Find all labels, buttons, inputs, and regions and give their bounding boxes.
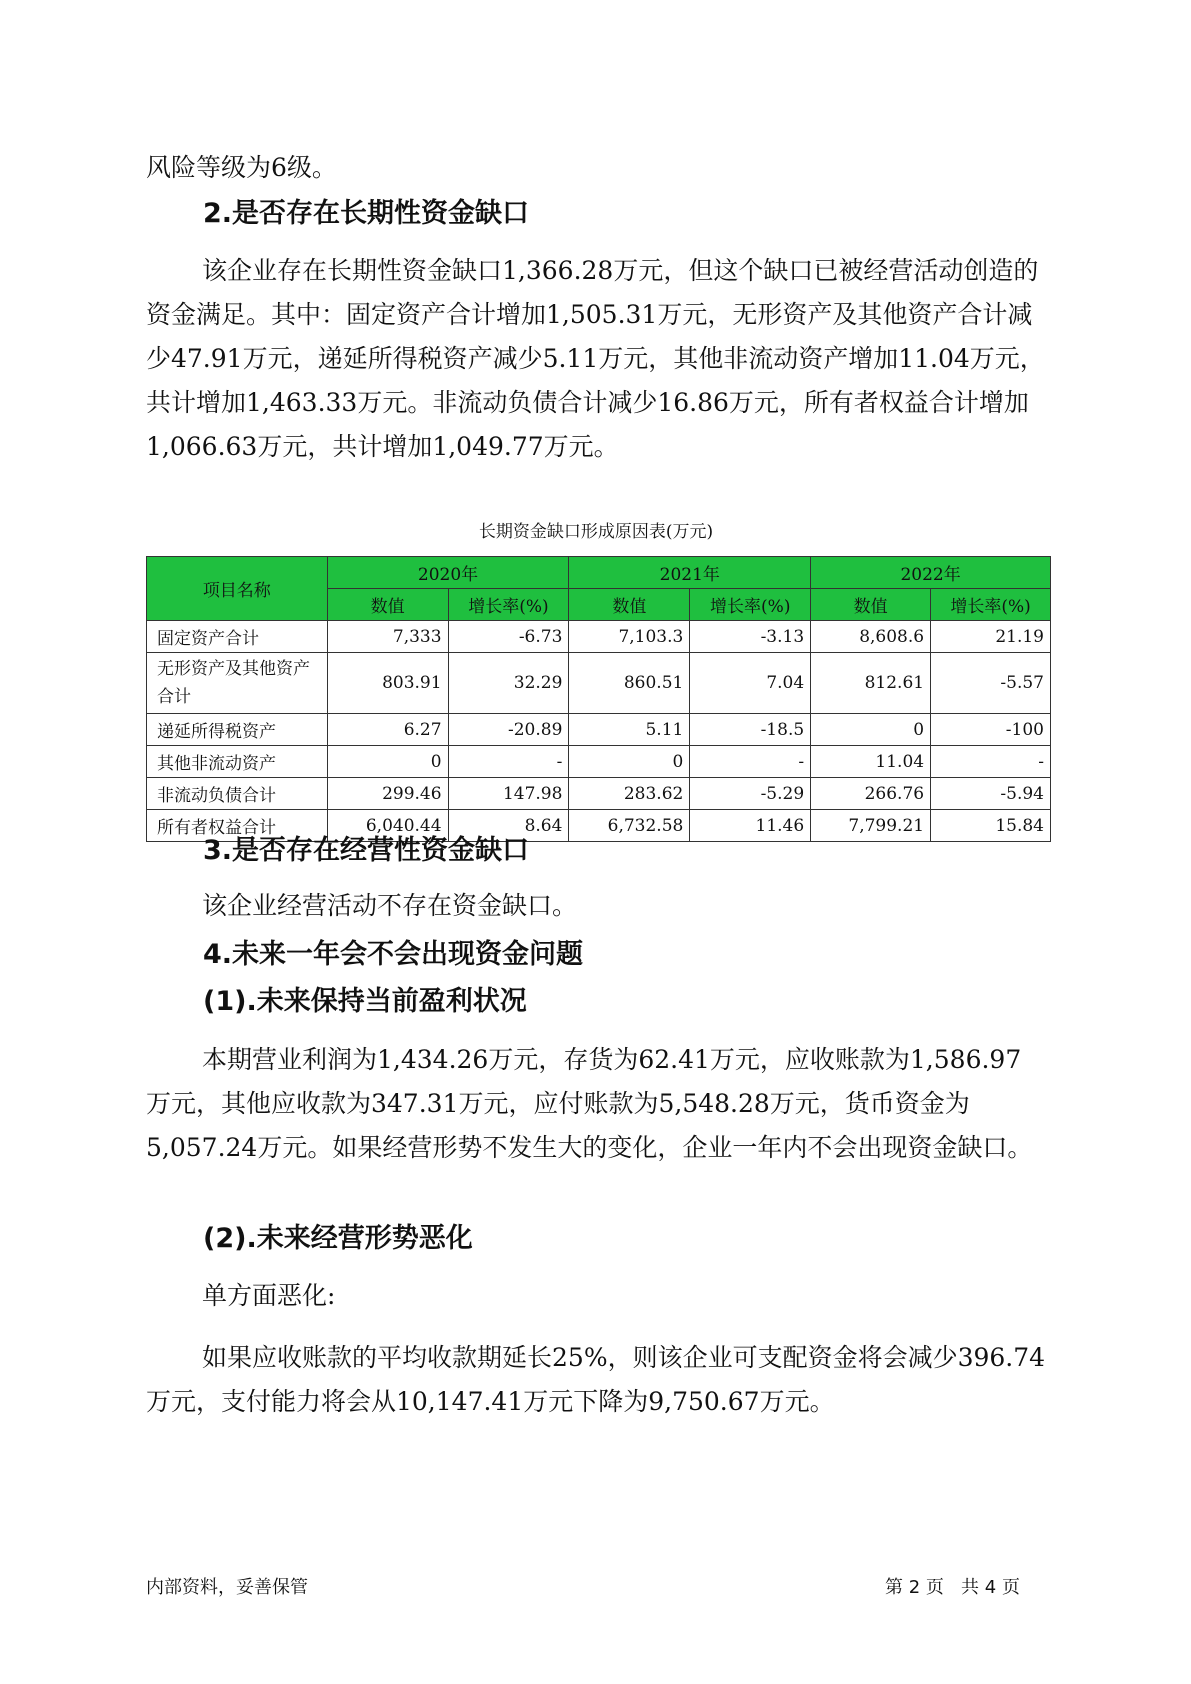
row-rate-cell: 7.04	[690, 653, 811, 714]
subsection-1-heading: (1).未来保持当前盈利状况	[203, 986, 527, 1017]
table-row	[147, 746, 1051, 778]
footer-page-number: 第 2 页 共 4 页	[885, 1577, 1020, 1598]
subsection-2-paragraph: 如果应收账款的平均收款期延长25%，则该企业可支配资金将会减少396.74万元，支付能力将会从10,147.41万元下降为9,750.67万元。	[146, 1343, 1046, 1416]
row-rate-cell: 32.29	[448, 653, 569, 714]
row-rate-cell: -18.5	[690, 714, 811, 746]
header-year-2020: 2020年	[327, 557, 569, 589]
row-value-cell: 8,608.6	[811, 621, 931, 653]
row-value-cell: 803.91	[327, 653, 448, 714]
row-rate-cell: 147.98	[448, 778, 569, 810]
row-value-cell: 7,103.3	[569, 621, 690, 653]
row-value-cell: 812.61	[811, 653, 931, 714]
row-rate-cell: 15.84	[931, 810, 1051, 842]
row-rate-cell: -5.57	[931, 653, 1051, 714]
row-rate-cell: -	[448, 746, 569, 778]
row-rate-cell: -3.13	[690, 621, 811, 653]
row-rate-cell: -6.73	[448, 621, 569, 653]
table-body	[147, 621, 1051, 842]
header-rate: 增长率(%)	[690, 589, 811, 621]
row-item-name: 递延所得税资产	[147, 714, 328, 746]
header-rate: 增长率(%)	[448, 589, 569, 621]
long-term-gap-table	[146, 556, 1051, 842]
table-row	[147, 621, 1051, 653]
header-value: 数值	[811, 589, 931, 621]
row-value-cell: 0	[569, 746, 690, 778]
row-item-name: 非流动负债合计	[147, 778, 328, 810]
subsection-2-heading: (2).未来经营形势恶化	[203, 1223, 473, 1254]
row-value-cell: 0	[327, 746, 448, 778]
row-rate-cell: 21.19	[931, 621, 1051, 653]
row-value-cell: 6.27	[327, 714, 448, 746]
row-value-cell: 6,732.58	[569, 810, 690, 842]
row-item-name: 无形资产及其他资产合计	[147, 653, 328, 714]
row-rate-cell: -	[690, 746, 811, 778]
table-row	[147, 653, 1051, 714]
subsection-2-label: 单方面恶化:	[202, 1281, 336, 1310]
table-row	[147, 714, 1051, 746]
row-item-name: 其他非流动资产	[147, 746, 328, 778]
row-value-cell: 7,333	[327, 621, 448, 653]
header-year-2021: 2021年	[569, 557, 811, 589]
row-item-name: 所有者权益合计	[147, 810, 328, 842]
row-rate-cell: -100	[931, 714, 1051, 746]
row-value-cell: 0	[811, 714, 931, 746]
row-value-cell: 11.04	[811, 746, 931, 778]
row-value-cell: 299.46	[327, 778, 448, 810]
header-rate: 增长率(%)	[931, 589, 1051, 621]
row-rate-cell: 8.64	[448, 810, 569, 842]
row-rate-cell: -5.94	[931, 778, 1051, 810]
subsection-1-paragraph: 本期营业利润为1,434.26万元，存货为62.41万元，应收账款为1,586.97万元，其他应收款为347.31万元，应付账款为5,548.28万元，货币资金为5,057.24万元。如果经营形势不发生大的变化，企业一年内不会出现资金缺口。	[146, 1045, 1033, 1162]
row-rate-cell: -	[931, 746, 1051, 778]
header-value: 数值	[569, 589, 690, 621]
section-4-heading: 4.未来一年会不会出现资金问题	[203, 939, 584, 970]
row-item-name: 固定资产合计	[147, 621, 328, 653]
table-row	[147, 778, 1051, 810]
section-3-paragraph: 该企业经营活动不存在资金缺口。	[202, 891, 578, 920]
section-2-heading: 2.是否存在长期性资金缺口	[203, 198, 530, 229]
section-2-paragraph: 该企业存在长期性资金缺口1,366.28万元，但这个缺口已被经营活动创造的资金满足。其中：固定资产合计增加1,505.31万元，无形资产及其他资产合计减少47.91万元，递延所得税资产减少5.11万元，其他非流动资产增加11.04万元，共计增加1,463.33万元。非流动负债合计减少16.86万元，所有者权益合计增加1,066.63万元，共计增加1,049.77万元。	[146, 256, 1045, 461]
header-value: 数值	[327, 589, 448, 621]
header-item-name: 项目名称	[147, 557, 328, 621]
row-rate-cell: -5.29	[690, 778, 811, 810]
row-value-cell: 6,040.44	[327, 810, 448, 842]
section-3-heading: 3.是否存在经营性资金缺口	[203, 835, 530, 866]
header-year-2022: 2022年	[811, 557, 1051, 589]
row-rate-cell: 11.46	[690, 810, 811, 842]
row-value-cell: 7,799.21	[811, 810, 931, 842]
row-rate-cell: -20.89	[448, 714, 569, 746]
intro-line: 风险等级为6级。	[146, 153, 337, 182]
table-caption: 长期资金缺口形成原因表(万元)	[478, 522, 714, 542]
footer-confidential-note: 内部资料，妥善保管	[146, 1577, 308, 1598]
row-value-cell: 266.76	[811, 778, 931, 810]
row-value-cell: 860.51	[569, 653, 690, 714]
row-value-cell: 5.11	[569, 714, 690, 746]
row-value-cell: 283.62	[569, 778, 690, 810]
